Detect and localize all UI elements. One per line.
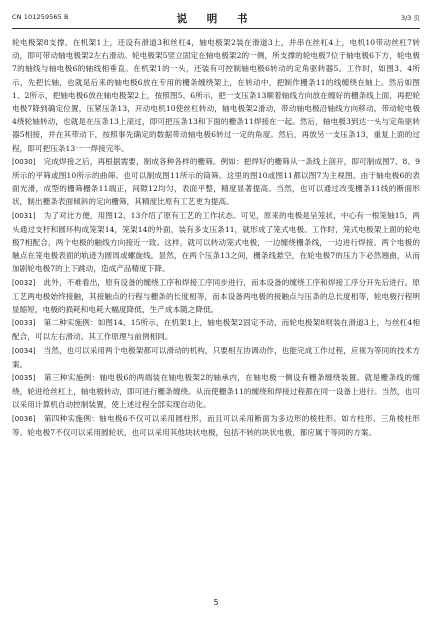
paragraph-number: [0031] — [12, 211, 36, 220]
paragraph — [12, 316, 420, 343]
paragraph — [12, 36, 420, 155]
paragraph-text: 第四种实施例：轴电极6不仅可以采用圆柱形，而且可以采用断面为多边形的棱柱形。如方柱形、三角棱柱形等。轮电极7不仅可以采用圆轮状，也可以采用其他块状电极，包括不转的块状电极，都应属于等同的方案。 — [12, 413, 420, 437]
paragraph — [12, 155, 420, 209]
paragraph-text: 当然，也可以采用两个电极架都可以滑动的机构，只要相互协调动作，也能完成工作过程，应视为等同的技术方案。 — [12, 345, 420, 369]
paragraph-text: 完成焊接之后，再根据需要，制成各种各样的栅筛。例如：把焊好的栅筛从一条线上剖开，即可制成图7、8、9所示的平筛或图10所示的曲筛。也可以制成图11所示的筒筛。这里的图10或图11都以图7为主视图。由于轴电极6的表面光滑，成型的栅筛栅条11端正，间隙12均匀，表面平整，精度显著提高。当然，也可以通过改变栅条11线的断面形状，制出栅条表面倾斜的定向栅筛，其精度比原有工艺更为提高。 — [12, 156, 420, 207]
paragraph — [12, 371, 420, 412]
paragraph — [12, 412, 420, 439]
document-number: CN 101259565 B — [12, 13, 69, 21]
page-header — [12, 11, 420, 27]
description-body — [12, 36, 420, 439]
paragraph-text: 第三种实施例：轴电极6的两端装在轴电极架2的轴承内，在轴电极一侧设有栅条缠绕装置。就是栅条线的缠绕，轮进给丝杠上，轴电极转动，即可进行栅条缠绕。从而使栅条11的缠绕和焊接过程都在同一设备上进行。当然，也可以采用计算机自动控制装置，使上述过程全部实现自动化。 — [12, 373, 420, 410]
page-number: 5 — [213, 598, 219, 607]
paragraph-text: 为了对比方便，用图12、13介绍了原有工艺的工作状态。可见，原来的电极是呈笼状，中心有一根笼轴15，两头通过支杆和圆环构成笼架14，笼架14的外面，装有多支压条11，就形成了笼式电极。工作时，笼式电极架上面的轮电极7相配合，两个电极的触线方向接近一致。这样，就可以转动笼式电极，一边缠绕栅条线，一边进行焊接。两个电极的触点在笼电极表面的轨迹为圆周或螺旋线。显然，在两个压条13之间，栅条线悬空，在轮电极7的压力下必然翘曲，从而加剧轮电极7的上下跳动，造成产品精度下降。 — [12, 210, 420, 274]
paragraph-number: [0032] — [12, 278, 36, 287]
paragraph-text: 此外，不难看出，原有设备的缠绕工序和焊接工序同步进行，而本设备的缠绕工序和焊接工序分开先后进行。原工艺两电极始终接触，其接触点的行程与栅条的长度相等，而本设备两电极的接触点与压条的总长度相等，轮电极行程明显缩短，电极的损耗和电耗大幅度降低，生产成本随之降低。 — [12, 277, 420, 315]
document-title: 说 明 书 — [176, 13, 256, 25]
paragraph-text: 第二种实施例：如图14、15所示，在机架1上，轴电极架2固定不动，而轮电极架8则装在滑道3上，与丝杠4相配合，可以左右滑动。其工作原理与前例相同。 — [12, 318, 420, 342]
page-info: 3/3 页 — [400, 14, 420, 22]
paragraph — [12, 209, 420, 276]
paragraph — [12, 276, 420, 317]
paragraph-number: [0036] — [12, 414, 36, 423]
header-rule — [12, 28, 420, 29]
paragraph-number: [0035] — [12, 374, 36, 383]
paragraph-number: [0030] — [12, 157, 36, 166]
paragraph-text: 轮电极架8支撑。在机架1上，还设有滑道3和丝杠4，轴电极架2装在滑道3上，并串在丝杠4上，电机10带动丝杠7转动，即可带动轴电极架2左右滑动。轮电极架5竖立固定在轴电极架2的一侧，所支撑的轮电极7位于轴电极6下方，轮电极7的轴线与轴电极6的轴线相垂直。在机架1的一头，还装有可控制轴电极6转动的定角驱转器5。工作时，如图3、4所示，先把长轴，也就是后来的轴电极6放在专用的栅条缠绕架上，在转动中，把制作栅条11的线缠绕在轴上。然后如图1、2所示，把轴电极6放在轴电极架2上，按照图5、6所示，把一支压条13顺着轴线方向放在缠好的栅条线上面，再把轮电极7降到确定位置，压紧压条13，开动电机10使丝杠转动，轴电极架2滑动，带动轴电极沿轴线方向移动，带动轮电极4绕轮轴转动，也就是在压条13上滚过，即可把压条13和下面的栅条11焊接在一起。然后，轴电极3到达一头与定角驱转器5相接，并在其带动下，按照事先确定的数据带动轴电极6转过一定的角度。然后，再放另一支压条13，重复上面的过程，即可把压条13一一焊接完毕。 — [12, 38, 420, 153]
paragraph-number: [0034] — [12, 346, 36, 355]
paragraph — [12, 344, 420, 371]
paragraph-number: [0033] — [12, 319, 36, 328]
